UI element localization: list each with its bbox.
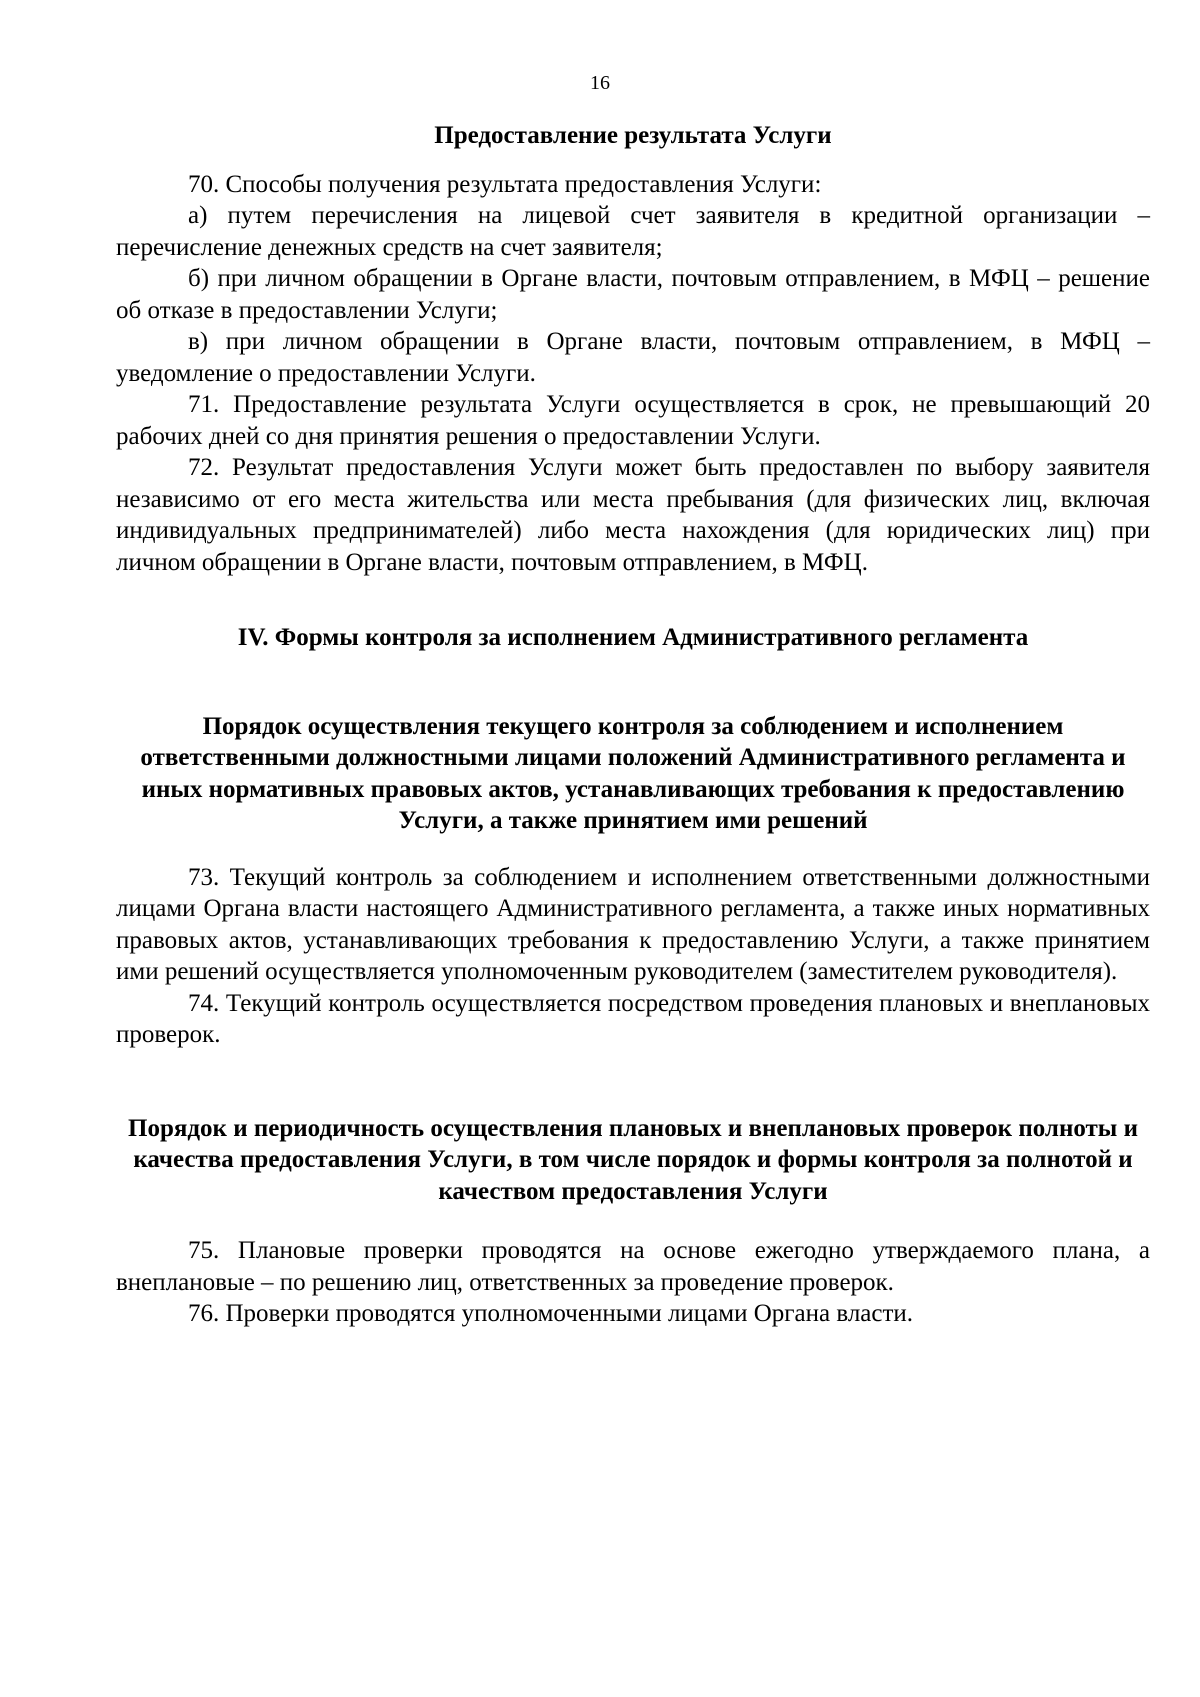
page-number: 16 — [590, 72, 610, 94]
page-content — [116, 120, 1150, 1330]
paragraph-72: 72. Результат предоставления Услуги может быть предоставлен по выбору заявителя независимо от его места жительства или места пребывания (для физических лиц, включая индивидуальных предпринимателей) либо места нахождения (для юридических лиц) при личном обращении в Органе власти, почтовым отправлением, в МФЦ. — [116, 454, 1150, 576]
paragraph-76: 76. Проверки проводятся уполномоченными лицами Органа власти. — [188, 1300, 914, 1327]
paragraph-70a: а) путем перечисления на лицевой счет заявителя в кредитной организации – перечисление денежных средств на счет заявителя; — [116, 202, 1150, 261]
heading-current-control: Порядок осуществления текущего контроля за соблюдением и исполнением ответственными должностными лицами положений Административного регламента и иных нормативных правовых актов, устанавливающих требования к предоставлению Услуги, а также принятием ими решений — [140, 712, 1126, 834]
paragraph-75: 75. Плановые проверки проводятся на основе ежегодно утверждаемого плана, а внеплановые – по решению лиц, ответственных за проведение проверок. — [116, 1237, 1150, 1296]
paragraph-74: 74. Текущий контроль осуществляется посредством проведения плановых и внеплановых проверок. — [116, 989, 1150, 1048]
heading-result-provision: Предоставление результата Услуги — [434, 122, 832, 149]
heading-planned-checks: Порядок и периодичность осуществления плановых и внеплановых проверок полноты и качества предоставления Услуги, в том числе порядок и формы контроля за полнотой и качеством предоставления Услуги — [128, 1114, 1138, 1205]
paragraph-70b: б) при личном обращении в Органе власти, почтовым отправлением, в МФЦ – решение об отказе в предоставлении Услуги; — [116, 265, 1150, 324]
paragraph-70: 70. Способы получения результата предоставления Услуги: — [188, 170, 822, 198]
paragraph-73: 73. Текущий контроль за соблюдением и исполнением ответственными должностными лицами Органа власти настоящего Административного регламента, а также иных нормативных правовых актов, устанавливающих требования к предоставлению Услуги, а также принятием ими решений осуществляется уполномоченным руководителем (заместителем руководителя). — [116, 863, 1150, 985]
paragraph-70c: в) при личном обращении в Органе власти, почтовым отправлением, в МФЦ – уведомление о предоставлении Услуги. — [116, 328, 1150, 387]
paragraph-71: 71. Предоставление результата Услуги осуществляется в срок, не превышающий 20 рабочих дней со дня принятия решения о предоставлении Услуги. — [116, 391, 1150, 450]
heading-section-iv: IV. Формы контроля за исполнением Административного регламента — [237, 624, 1029, 651]
